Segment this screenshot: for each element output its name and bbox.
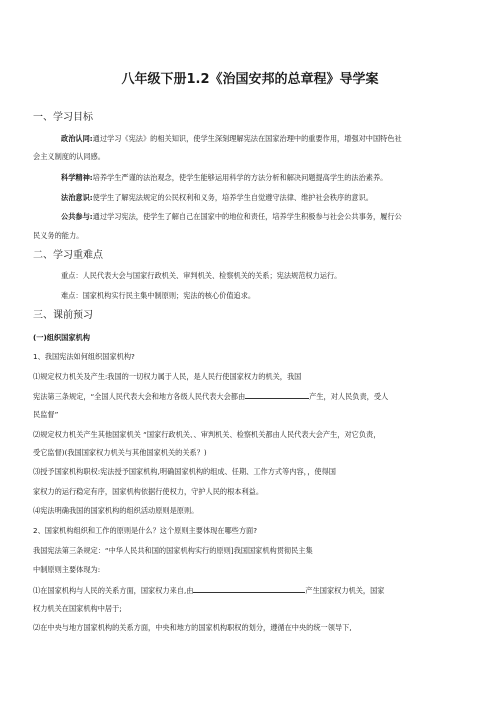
- keypoint-difficulty: 难点：国家机构实行民主集中制原则；宪法的核心价值追求。: [61, 291, 256, 300]
- goal-label: 法治意识:: [61, 193, 93, 202]
- question-1: 1、我国宪法如何组织国家机构?: [33, 352, 135, 361]
- goal-text: 使学生了解宪法规定的公民权利和义务，培养学生自觉遵守法律、维护社会秩序的意识。: [92, 193, 373, 202]
- section-heading-preview: 三、课前预习: [33, 310, 93, 321]
- paragraph-line: ⑵规定权力机关产生其他国家机关 “国家行政机关、、审判机关、检察机关都由人民代表大会产生，对它负责，: [33, 430, 381, 439]
- keypoint-focus: 重点：人民代表大会与国家行政机关、审判机关、检察机关的关系；宪法规范权力运行。: [61, 271, 342, 280]
- goal-label: 政治认同:: [61, 134, 93, 143]
- paragraph-line-with-blank: [33, 391, 388, 402]
- text-segment: 产生国家权力机关，国家: [305, 586, 385, 595]
- goal-scientific-spirit: [61, 173, 387, 183]
- paragraph-line: 我国宪法第三条规定：“中华人民共和国的国家机构实行的原则]我国国家机构贯彻民主集: [33, 546, 313, 555]
- goal-public-participation-cont: 民义务的能力。: [33, 231, 84, 240]
- text-segment: 宪法第三条规定，“全国人民代表大会和地方各级人民代表大会都由: [33, 392, 246, 401]
- text-segment: ⑴在国家机构与人民的关系方面，国家权力来自,由: [33, 586, 194, 595]
- paragraph-line: 权力机关在国家机构中居于;: [33, 604, 122, 613]
- section-heading-keypoints: 二、学习重难点: [33, 250, 103, 261]
- text-segment: 产生，对人民负责，受人: [309, 392, 389, 401]
- goal-political-identity-cont: 会主义制度的认同感。: [33, 152, 105, 161]
- paragraph-line-with-blank: [33, 585, 385, 596]
- goal-public-participation: [61, 212, 402, 222]
- paragraph-line: 民监督”: [33, 410, 59, 419]
- subsection-heading: (一)组织国家机构: [33, 333, 90, 342]
- goal-text: 培养学生严谨的法治观念，使学生能够运用科学的方法分析和解决问题提高学生的法治素养。: [92, 173, 388, 182]
- fill-blank[interactable]: [245, 391, 309, 399]
- paragraph-line: ⑶授予国家机构职权:宪法授予国家机构,明确国家机构的组成、任期、工作方式等内容，，使得国: [33, 467, 336, 476]
- goal-text: 通过学习《宪法》的相关知识，使学生深刻理解宪法在国家治理中的重要作用，增强对中国特色社: [92, 134, 402, 143]
- paragraph-line: 受它监督)(我国国家权力机关与其他国家机关的关系？): [33, 448, 207, 457]
- paragraph-line: ⑴规定权力机关及产生:我国的一切权力属于人民，是人民行使国家权力的机关，我国: [33, 372, 302, 381]
- goal-label: 公共参与:: [61, 212, 93, 221]
- section-heading-goals: 一、学习目标: [33, 112, 93, 123]
- goal-rule-of-law: [61, 193, 373, 203]
- paragraph-line: ⑵在中央与地方国家机构的关系方面，中央和地方的国家机构职权的划分，遵循在中央的统一领导下,: [33, 623, 352, 632]
- goal-political-identity: [61, 134, 402, 144]
- question-2: 2、国家机构组织和工作的原则是什么？这个原则主要体现在哪些方面?: [33, 526, 258, 535]
- paragraph-line: 中制原则主要体现为:: [33, 565, 101, 574]
- paragraph-line: 家权力的运行稳定有序，国家机构依据行使权力，守护人民的根本利益。: [33, 487, 264, 496]
- goal-label: 科学精神:: [61, 173, 93, 182]
- goal-text: 通过学习宪法，使学生了解自己在国家中的地位和责任，培养学生积极参与社会公共事务，履行公: [92, 212, 402, 221]
- document-title: 八年级下册1.2《治国安邦的总章程》导学案: [121, 72, 379, 87]
- fill-blank[interactable]: [193, 585, 305, 593]
- paragraph-line: ⑷宪法明确我国的国家机构的组织活动原则是原则。: [33, 506, 199, 515]
